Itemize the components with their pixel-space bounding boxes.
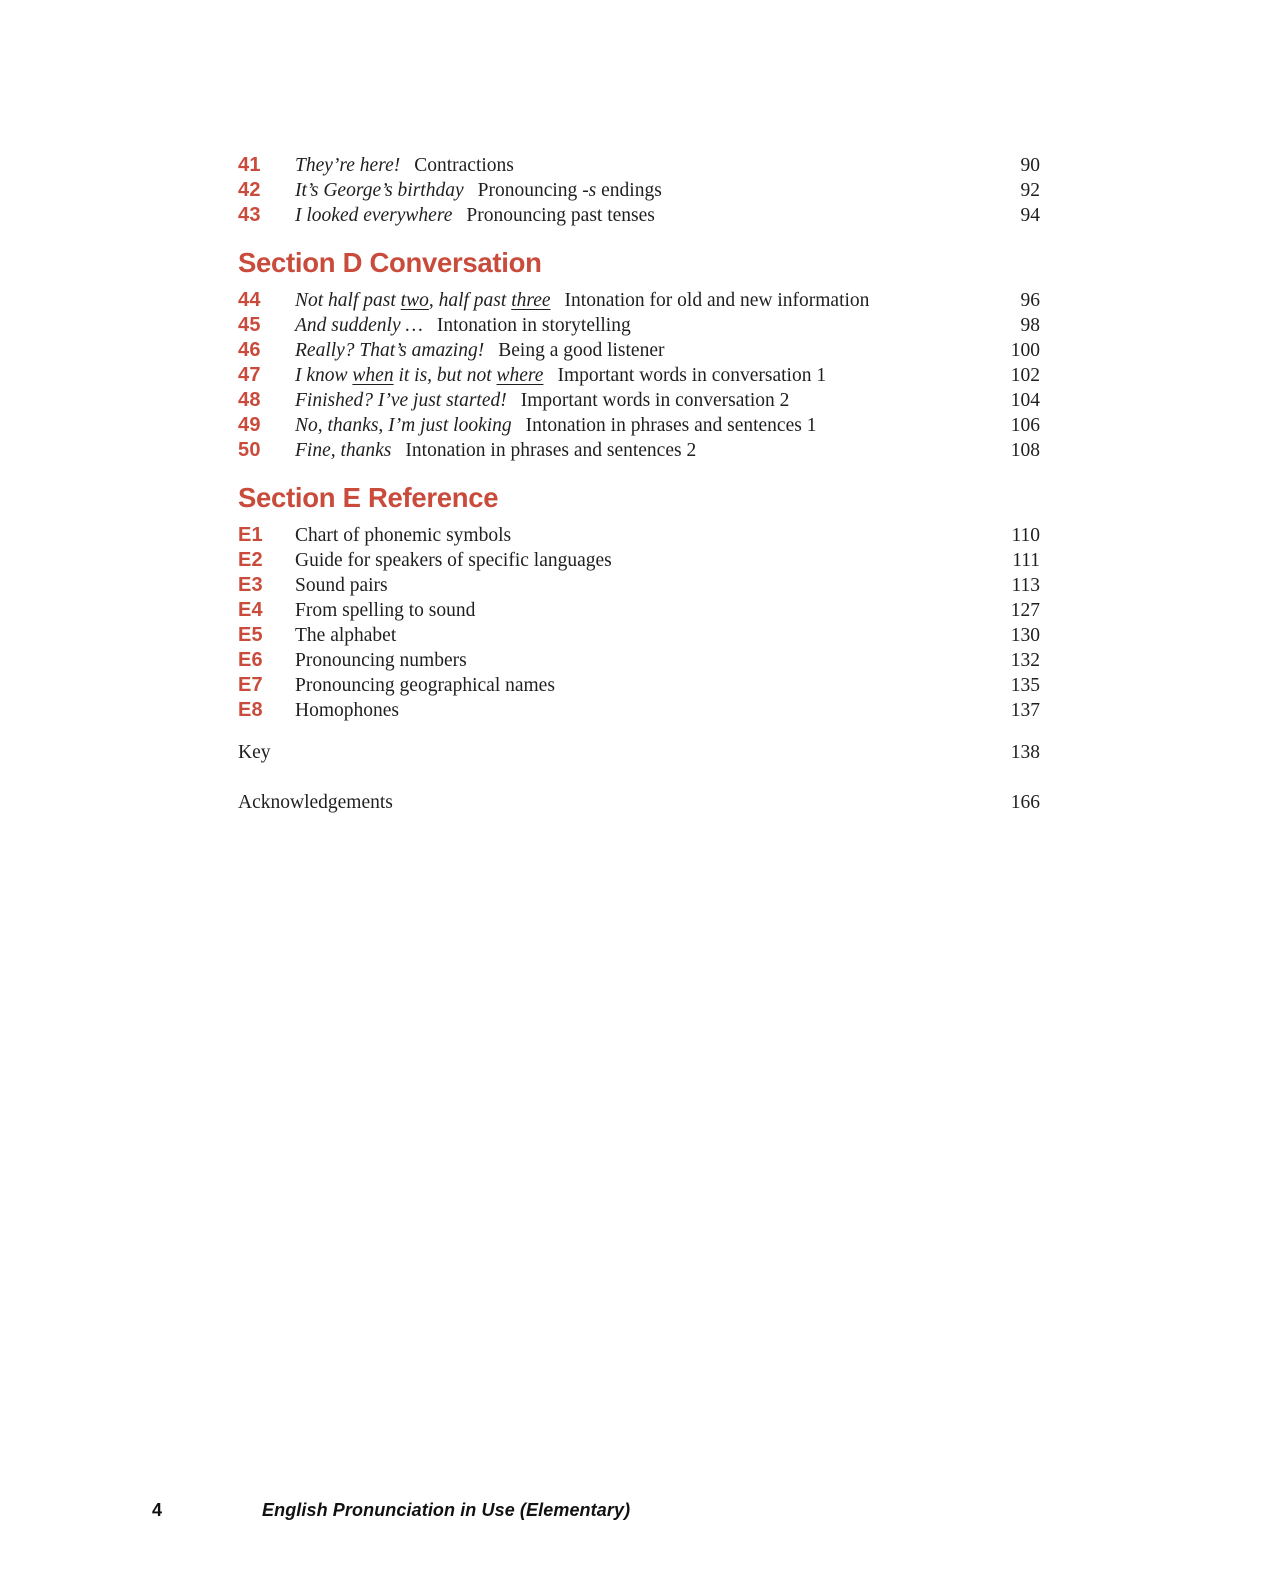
text-fragment: -s [582,180,597,201]
text-fragment: Sound pairs [295,575,388,596]
unit-page-number: 106 [1010,415,1040,436]
toc-row [238,548,1040,573]
text-fragment: Intonation in phrases and sentences 2 [405,440,697,461]
text-fragment: Pronouncing geographical names [295,675,555,696]
unit-page-number: 130 [1010,625,1040,646]
unit-topic [498,340,664,361]
unit-title [295,550,612,571]
unit-page-number: 104 [1010,390,1040,411]
unit-title [295,290,551,311]
unit-topic [437,315,631,336]
text-fragment: endings [596,180,662,201]
unit-entry [295,153,1009,178]
toc-row [238,388,1040,413]
unit-entry [295,548,1000,573]
toc-content [238,153,1040,815]
unit-entry [295,573,999,598]
toc-row [238,523,1040,548]
toc-list [238,153,1040,723]
unit-entry [295,523,999,548]
text-fragment: From spelling to sound [295,600,476,621]
unit-topic [466,205,654,226]
unit-page-number: 108 [1010,440,1040,461]
unit-number: 46 [238,339,261,361]
unit-number: 45 [238,314,261,336]
unit-entry [295,363,999,388]
unit-title [295,650,467,671]
unit-page-number: 94 [1020,205,1040,226]
unit-page-number: 96 [1020,290,1040,311]
text-fragment: Not half past [295,290,401,311]
unit-title [295,600,475,621]
unit-number: 50 [238,439,261,461]
unit-page-number: 90 [1020,155,1040,176]
toc-row [238,673,1040,698]
page-footer [152,1500,1052,1530]
text-fragment: Pronouncing [477,180,583,201]
unit-title [295,315,423,336]
text-fragment: , half past [428,290,512,311]
unit-page-number: 92 [1020,180,1040,201]
unit-number: E6 [238,649,263,671]
toc-row [238,338,1040,363]
unit-topic [405,440,696,461]
text-fragment: Intonation in phrases and sentences 1 [525,415,817,436]
unit-number: E2 [238,549,263,571]
text-fragment: Pronouncing numbers [295,650,467,671]
unit-title [295,155,400,176]
unit-entry [295,413,999,438]
unit-title [295,675,555,696]
unit-number: 43 [238,204,261,226]
unit-title [295,180,464,201]
toc-row [238,438,1040,463]
unit-number: E5 [238,624,263,646]
unit-entry [295,438,999,463]
text-fragment: Contractions [414,155,514,176]
unit-entry [295,388,999,413]
toc-row [238,203,1040,228]
toc-row [238,573,1040,598]
text-fragment: Chart of phonemic symbols [295,525,512,546]
extra-label: Acknowledgements [238,792,393,813]
toc-row [238,698,1040,723]
text-fragment: two [400,290,429,311]
text-fragment: it is, but not [393,365,497,386]
unit-page-number: 137 [1010,700,1040,721]
text-fragment: They’re here! [295,155,401,176]
text-fragment: Intonation for old and new information [564,290,870,311]
heading-section-e: Section E Reference [238,482,499,513]
toc-row [238,313,1040,338]
unit-title [295,525,511,546]
unit-entry [295,178,1009,203]
unit-number: 42 [238,179,261,201]
toc-row [238,598,1040,623]
unit-page-number: 110 [1011,525,1040,546]
unit-title [295,625,396,646]
toc-row [238,648,1040,673]
unit-page-number: 102 [1010,365,1040,386]
text-fragment: when [352,365,394,386]
text-fragment: three [511,290,551,311]
key-row [238,740,1040,765]
text-fragment: Fine, thanks [295,440,392,461]
unit-topic [526,415,817,436]
unit-number: 49 [238,414,261,436]
text-fragment: It’s George’s birthday [295,180,464,201]
unit-entry [295,598,999,623]
text-fragment: Really? That’s amazing! [295,340,485,361]
heading-section-d: Section D Conversation [238,247,542,278]
unit-topic [478,180,662,201]
unit-title [295,390,507,411]
unit-entry [295,203,1009,228]
text-fragment: Pronouncing past tenses [466,205,655,226]
unit-page-number: 100 [1010,340,1040,361]
unit-page-number: 135 [1010,675,1040,696]
text-fragment: I know [295,365,353,386]
unit-topic [565,290,870,311]
unit-title [295,340,484,361]
toc-row [238,413,1040,438]
unit-page-number: 98 [1020,315,1040,336]
unit-topic [521,390,790,411]
text-fragment: Important words in conversation 2 [520,390,790,411]
unit-title [295,205,452,226]
text-fragment: Guide for speakers of specific languages [295,550,612,571]
unit-entry [295,648,999,673]
text-fragment: Important words in conversation 1 [557,365,827,386]
text-fragment: No, thanks, I’m just looking [295,415,512,436]
unit-topic [557,365,826,386]
unit-entry [295,623,999,648]
unit-page-number: 113 [1011,575,1040,596]
text-fragment: And suddenly … [295,315,423,336]
page-number: 4 [152,1500,163,1520]
unit-title [295,365,543,386]
acknowledgements-row [238,790,1040,815]
unit-entry [295,313,1009,338]
unit-entry [295,698,999,723]
toc-row [238,623,1040,648]
unit-number: E7 [238,674,263,696]
unit-number: E4 [238,599,263,621]
text-fragment: I looked everywhere [295,205,453,226]
unit-number: 44 [238,289,261,311]
unit-title [295,415,512,436]
extra-label: Key [238,742,271,763]
extra-page-number: 166 [1010,792,1040,813]
text-fragment: where [496,365,544,386]
unit-title [295,575,388,596]
unit-page-number: 111 [1012,550,1040,571]
text-fragment: Finished? I’ve just started! [295,390,507,411]
unit-number: 48 [238,389,261,411]
toc-extras [238,740,1040,815]
unit-number: 41 [238,154,261,176]
unit-title [295,440,391,461]
unit-number: E1 [238,524,263,546]
text-fragment: Homophones [295,700,399,721]
unit-topic [414,155,514,176]
toc-row [238,153,1040,178]
book-title: English Pronunciation in Use (Elementary) [262,1500,631,1520]
text-fragment: The alphabet [295,625,397,646]
unit-number: E8 [238,699,263,721]
text-fragment: Being a good listener [498,340,665,361]
unit-page-number: 132 [1010,650,1040,671]
unit-entry [295,338,999,363]
unit-entry [295,288,1009,313]
unit-page-number: 127 [1010,600,1040,621]
unit-number: E3 [238,574,263,596]
extra-page-number: 138 [1010,742,1040,763]
unit-title [295,700,399,721]
text-fragment: Intonation in storytelling [436,315,631,336]
unit-entry [295,673,999,698]
toc-row [238,178,1040,203]
toc-row [238,288,1040,313]
unit-number: 47 [238,364,261,386]
toc-row [238,363,1040,388]
